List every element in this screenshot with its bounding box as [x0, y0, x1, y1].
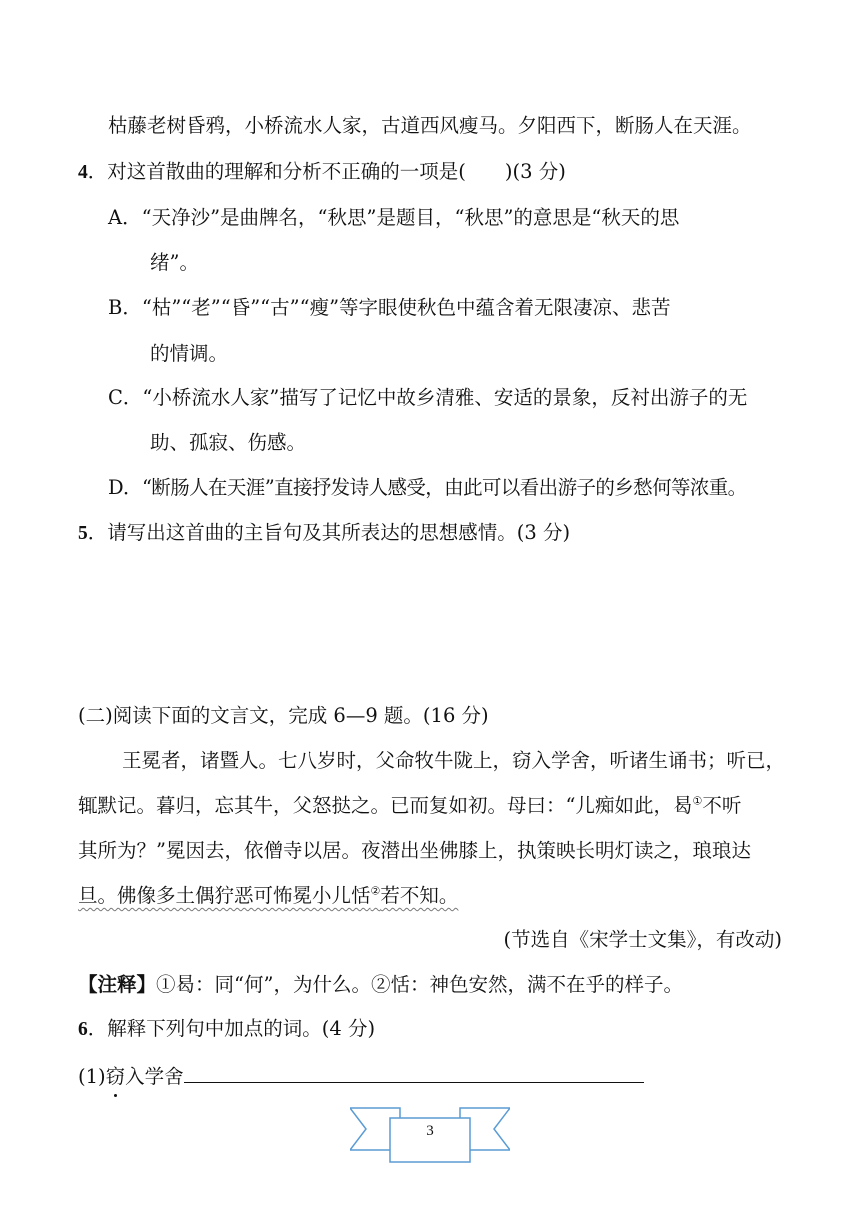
option-b-label: B． — [108, 296, 142, 319]
passage-line-2b: 不听 — [702, 794, 742, 817]
item-1-text: 入学舍 — [125, 1065, 184, 1088]
passage-source: (节选自《宋学士文集》，有改动) — [503, 928, 782, 951]
option-d — [108, 474, 747, 502]
passage-line-4a: 旦。佛像多土偶狞恶可怖冕小儿恬 — [78, 884, 371, 907]
question-6-number: 6 — [78, 1019, 88, 1040]
note-1-marker: ① — [692, 794, 703, 808]
answer-blank-line[interactable] — [184, 1060, 644, 1083]
question-6 — [78, 1015, 375, 1044]
option-b-cont: 的情调。 — [150, 342, 229, 365]
option-a — [108, 204, 679, 232]
item-1-prefix: (1) — [78, 1065, 106, 1088]
question-5-stem: 请写出这首曲的主旨句及其所表达的思想感情。(3 分) — [107, 521, 571, 544]
annotations-label: 【注释】 — [78, 973, 157, 996]
page-number: 3 — [426, 1123, 434, 1139]
passage-line-2a: 辄默记。暮归，忘其牛，父怒挞之。已而复如初。母曰：“儿痴如此，曷 — [78, 794, 693, 817]
passage-line-4 — [78, 882, 458, 910]
question-4 — [78, 158, 566, 187]
option-c-label: C． — [108, 386, 143, 409]
question-4-stem: 对这首散曲的理解和分析不正确的一项是( )(3 分) — [107, 160, 566, 183]
option-b — [108, 294, 671, 322]
question-5-number: 5 — [78, 523, 88, 544]
option-d-label: D． — [108, 476, 142, 499]
passage-line-1: 王冕者，诸暨人。七八岁时，父命牧牛陇上，窃入学舍，听诸生诵书；听已， — [122, 749, 786, 772]
passage-line-4-underlined — [78, 884, 458, 907]
question-6-dot: ． — [87, 1017, 108, 1040]
passage-line-3: 其所为？”冕因去，依僧寺以居。夜潜出坐佛膝上，执策映长明灯读之，琅琅达 — [78, 839, 751, 862]
section-2-heading: (二)阅读下面的文言文，完成 6—9 题。(16 分) — [78, 704, 489, 727]
passage-line-2 — [78, 792, 741, 820]
passage-line-4b: 若不知。 — [380, 884, 459, 907]
annotations-text: ①曷：同“何”，为什么。②恬：神色安然，满不在乎的样子。 — [156, 973, 683, 996]
question-6-stem: 解释下列句中加点的词。(4 分) — [107, 1017, 376, 1040]
option-d-text: “断肠人在天涯”直接抒发诗人感受，由此可以看出游子的乡愁何等浓重。 — [141, 476, 747, 499]
option-a-text: “天净沙”是曲牌名，“秋思”是题目，“秋思”的意思是“秋天的思 — [141, 206, 680, 229]
emphasis-dotted-word: 窃 — [106, 1063, 126, 1091]
question-4-number: 4 — [78, 162, 88, 183]
option-a-cont: 绪”。 — [150, 251, 199, 274]
option-c-text: “小桥流水人家”描写了记忆中故乡清雅、安适的景象，反衬出游子的无 — [142, 386, 748, 409]
poem-line: 枯藤老树昏鸦，小桥流水人家，古道西风瘦马。夕阳西下，断肠人在天涯。 — [108, 114, 752, 137]
option-c — [108, 384, 747, 412]
annotations — [78, 971, 683, 999]
question-5 — [78, 519, 570, 548]
option-a-label: A． — [108, 206, 142, 229]
question-4-dot: ． — [87, 160, 108, 183]
question-6-item-1 — [78, 1060, 644, 1091]
question-5-dot: ． — [87, 521, 108, 544]
option-b-text: “枯”“老”“昏”“古”“瘦”等字眼使秋色中蕴含着无限凄凉、悲苦 — [141, 296, 671, 319]
option-c-cont: 助、孤寂、伤感。 — [150, 431, 307, 454]
note-2-marker: ② — [370, 884, 381, 898]
